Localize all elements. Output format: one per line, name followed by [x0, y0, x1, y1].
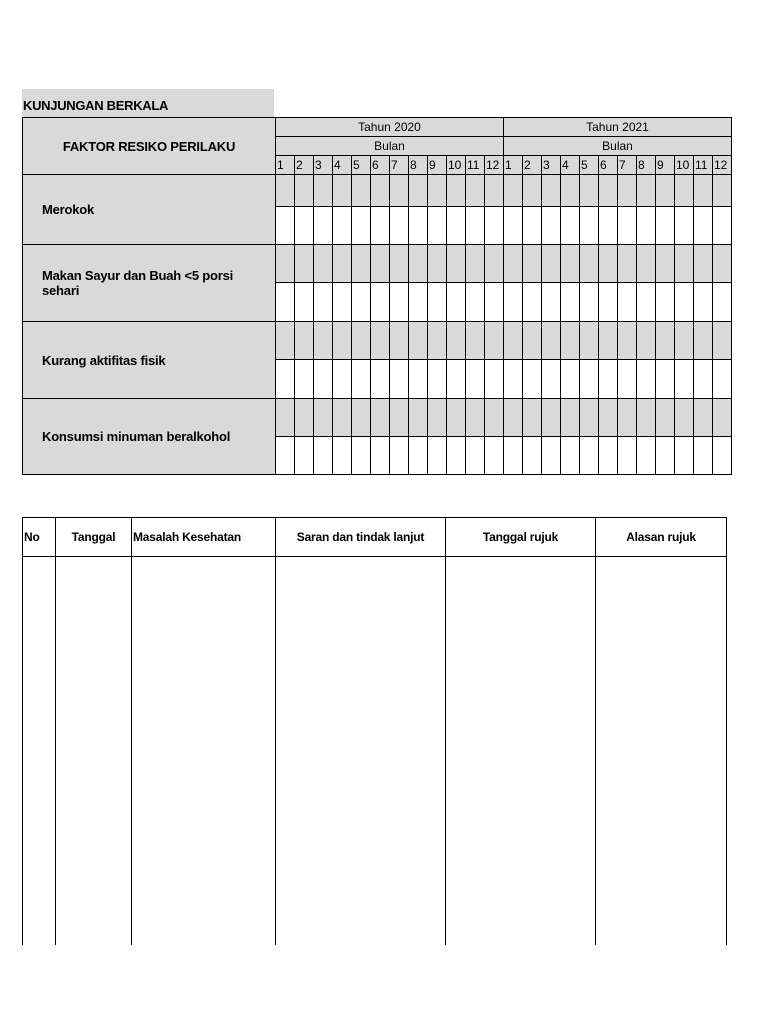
month-cell[interactable] — [637, 207, 656, 245]
month-cell[interactable] — [466, 283, 485, 322]
month-cell[interactable] — [276, 283, 295, 322]
month-cell[interactable] — [428, 360, 447, 399]
table-row — [23, 557, 727, 946]
table-cell[interactable] — [276, 557, 446, 946]
month-cell[interactable] — [694, 245, 713, 283]
month-cell[interactable] — [390, 322, 409, 360]
month-label: 11 — [694, 156, 713, 175]
month-label: 6 — [599, 156, 618, 175]
month-label: 7 — [618, 156, 637, 175]
month-cell[interactable] — [580, 175, 599, 207]
month-cell[interactable] — [352, 207, 371, 245]
month-cell[interactable] — [295, 207, 314, 245]
month-cell[interactable] — [599, 437, 618, 475]
month-cell[interactable] — [713, 399, 732, 437]
month-cell[interactable] — [561, 399, 580, 437]
month-cell[interactable] — [580, 437, 599, 475]
month-cell[interactable] — [447, 175, 466, 207]
month-cell[interactable] — [656, 245, 675, 283]
month-cell[interactable] — [409, 283, 428, 322]
month-cell[interactable] — [466, 322, 485, 360]
month-cell[interactable] — [656, 175, 675, 207]
month-cell[interactable] — [561, 283, 580, 322]
month-cell[interactable] — [599, 283, 618, 322]
month-cell[interactable] — [371, 283, 390, 322]
month-cell[interactable] — [352, 245, 371, 283]
month-label: 10 — [447, 156, 466, 175]
month-cell[interactable] — [618, 207, 637, 245]
month-cell[interactable] — [504, 207, 523, 245]
month-cell[interactable] — [580, 360, 599, 399]
month-cell[interactable] — [713, 245, 732, 283]
month-cell[interactable] — [295, 245, 314, 283]
month-cell[interactable] — [390, 245, 409, 283]
month-cell[interactable] — [390, 283, 409, 322]
month-cell[interactable] — [504, 360, 523, 399]
col-tanggal-rujuk: Tanggal rujuk — [446, 518, 596, 557]
month-label: 5 — [352, 156, 371, 175]
month-cell[interactable] — [542, 437, 561, 475]
month-cell[interactable] — [675, 360, 694, 399]
factor-row — [23, 322, 732, 360]
month-cell[interactable] — [295, 360, 314, 399]
month-cell[interactable] — [447, 360, 466, 399]
month-cell[interactable] — [314, 283, 333, 322]
month-cell[interactable] — [580, 283, 599, 322]
month-cell[interactable] — [675, 399, 694, 437]
month-cell[interactable] — [428, 245, 447, 283]
month-cell[interactable] — [542, 322, 561, 360]
month-cell[interactable] — [314, 399, 333, 437]
month-cell[interactable] — [656, 360, 675, 399]
month-cell[interactable] — [675, 175, 694, 207]
table-cell[interactable] — [56, 557, 132, 946]
month-cell[interactable] — [371, 399, 390, 437]
month-cell[interactable] — [295, 399, 314, 437]
month-label: 11 — [466, 156, 485, 175]
month-cell[interactable] — [390, 360, 409, 399]
month-label: 9 — [656, 156, 675, 175]
month-cell[interactable] — [276, 399, 295, 437]
month-label: 5 — [580, 156, 599, 175]
month-cell[interactable] — [352, 399, 371, 437]
month-cell[interactable] — [485, 322, 504, 360]
month-cell[interactable] — [333, 360, 352, 399]
month-cell[interactable] — [466, 207, 485, 245]
month-cell[interactable] — [466, 437, 485, 475]
month-cell[interactable] — [618, 175, 637, 207]
month-label: 12 — [713, 156, 732, 175]
month-label: 12 — [485, 156, 504, 175]
month-cell[interactable] — [580, 399, 599, 437]
month-cell[interactable] — [295, 437, 314, 475]
month-cell[interactable] — [656, 399, 675, 437]
month-cell[interactable] — [276, 175, 295, 207]
month-label: 3 — [542, 156, 561, 175]
month-group-header-2020: Bulan — [276, 137, 504, 156]
month-cell[interactable] — [466, 175, 485, 207]
month-label: 10 — [675, 156, 694, 175]
month-cell[interactable] — [580, 245, 599, 283]
month-cell[interactable] — [637, 360, 656, 399]
month-cell[interactable] — [409, 175, 428, 207]
month-cell[interactable] — [542, 245, 561, 283]
month-cell[interactable] — [504, 437, 523, 475]
month-cell[interactable] — [314, 207, 333, 245]
month-label: 3 — [314, 156, 333, 175]
month-label: 1 — [504, 156, 523, 175]
month-cell[interactable] — [447, 322, 466, 360]
month-cell[interactable] — [580, 207, 599, 245]
month-cell[interactable] — [561, 207, 580, 245]
month-cell[interactable] — [599, 175, 618, 207]
month-cell[interactable] — [694, 360, 713, 399]
month-cell[interactable] — [409, 399, 428, 437]
month-cell[interactable] — [656, 283, 675, 322]
month-cell[interactable] — [314, 437, 333, 475]
month-cell[interactable] — [276, 207, 295, 245]
month-cell[interactable] — [523, 437, 542, 475]
factor-column-header: FAKTOR RESIKO PERILAKU — [23, 118, 276, 175]
month-label: 9 — [428, 156, 447, 175]
month-cell[interactable] — [485, 360, 504, 399]
month-label: 8 — [637, 156, 656, 175]
month-cell[interactable] — [409, 207, 428, 245]
month-cell[interactable] — [504, 283, 523, 322]
month-cell[interactable] — [637, 245, 656, 283]
month-cell[interactable] — [352, 175, 371, 207]
month-cell[interactable] — [428, 175, 447, 207]
month-cell[interactable] — [352, 322, 371, 360]
factor-label: Makan Sayur dan Buah <5 porsi sehari — [23, 245, 276, 322]
month-cell[interactable] — [485, 283, 504, 322]
month-cell[interactable] — [618, 245, 637, 283]
month-cell[interactable] — [694, 437, 713, 475]
month-cell[interactable] — [694, 283, 713, 322]
month-cell[interactable] — [409, 437, 428, 475]
month-cell[interactable] — [504, 245, 523, 283]
month-cell[interactable] — [656, 322, 675, 360]
month-cell[interactable] — [447, 437, 466, 475]
month-cell[interactable] — [599, 399, 618, 437]
month-cell[interactable] — [333, 399, 352, 437]
month-cell[interactable] — [333, 207, 352, 245]
month-cell[interactable] — [276, 360, 295, 399]
month-cell[interactable] — [523, 283, 542, 322]
month-cell[interactable] — [656, 437, 675, 475]
month-cell[interactable] — [675, 437, 694, 475]
month-cell[interactable] — [561, 245, 580, 283]
month-cell[interactable] — [713, 283, 732, 322]
month-cell[interactable] — [428, 283, 447, 322]
month-cell[interactable] — [599, 207, 618, 245]
month-cell[interactable] — [694, 322, 713, 360]
month-cell[interactable] — [314, 245, 333, 283]
month-cell[interactable] — [542, 207, 561, 245]
month-cell[interactable] — [599, 245, 618, 283]
month-cell[interactable] — [675, 207, 694, 245]
month-cell[interactable] — [561, 360, 580, 399]
col-no: No — [23, 518, 56, 557]
month-label: 1 — [276, 156, 295, 175]
month-cell[interactable] — [542, 399, 561, 437]
month-cell[interactable] — [637, 283, 656, 322]
month-cell[interactable] — [466, 245, 485, 283]
month-cell[interactable] — [447, 283, 466, 322]
month-cell[interactable] — [352, 283, 371, 322]
month-cell[interactable] — [276, 437, 295, 475]
month-cell[interactable] — [314, 322, 333, 360]
month-cell[interactable] — [561, 437, 580, 475]
month-cell[interactable] — [333, 322, 352, 360]
month-label: 7 — [390, 156, 409, 175]
month-cell[interactable] — [523, 175, 542, 207]
month-label: 6 — [371, 156, 390, 175]
col-masalah-kesehatan: Masalah Kesehatan — [132, 518, 276, 557]
month-cell[interactable] — [504, 322, 523, 360]
month-cell[interactable] — [485, 399, 504, 437]
month-cell[interactable] — [523, 322, 542, 360]
month-cell[interactable] — [428, 437, 447, 475]
month-cell[interactable] — [561, 175, 580, 207]
month-cell[interactable] — [371, 245, 390, 283]
month-cell[interactable] — [675, 283, 694, 322]
col-tanggal: Tanggal — [56, 518, 132, 557]
month-cell[interactable] — [675, 245, 694, 283]
month-cell[interactable] — [713, 360, 732, 399]
month-cell[interactable] — [542, 283, 561, 322]
month-cell[interactable] — [371, 175, 390, 207]
month-cell[interactable] — [333, 245, 352, 283]
month-cell[interactable] — [276, 322, 295, 360]
month-cell[interactable] — [675, 322, 694, 360]
month-cell[interactable] — [523, 245, 542, 283]
year-2020-header: Tahun 2020 — [276, 118, 504, 137]
month-group-header-2021: Bulan — [504, 137, 732, 156]
month-cell[interactable] — [504, 175, 523, 207]
month-cell[interactable] — [466, 399, 485, 437]
month-label: 4 — [333, 156, 352, 175]
month-label: 8 — [409, 156, 428, 175]
col-alasan-rujuk: Alasan rujuk — [596, 518, 727, 557]
month-cell[interactable] — [276, 245, 295, 283]
month-cell[interactable] — [371, 322, 390, 360]
month-cell[interactable] — [713, 175, 732, 207]
month-cell[interactable] — [466, 360, 485, 399]
month-cell[interactable] — [523, 207, 542, 245]
month-cell[interactable] — [428, 322, 447, 360]
month-cell[interactable] — [390, 207, 409, 245]
month-cell[interactable] — [618, 437, 637, 475]
month-cell[interactable] — [447, 245, 466, 283]
month-cell[interactable] — [371, 360, 390, 399]
month-cell[interactable] — [656, 207, 675, 245]
month-cell[interactable] — [618, 283, 637, 322]
month-cell[interactable] — [409, 245, 428, 283]
month-cell[interactable] — [333, 175, 352, 207]
month-cell[interactable] — [618, 360, 637, 399]
table-cell[interactable] — [446, 557, 596, 946]
month-cell[interactable] — [694, 175, 713, 207]
month-label: 2 — [523, 156, 542, 175]
month-cell[interactable] — [637, 399, 656, 437]
month-cell[interactable] — [390, 399, 409, 437]
month-cell[interactable] — [504, 399, 523, 437]
month-cell[interactable] — [637, 175, 656, 207]
month-cell[interactable] — [618, 322, 637, 360]
month-cell[interactable] — [485, 245, 504, 283]
month-cell[interactable] — [295, 175, 314, 207]
month-cell[interactable] — [485, 175, 504, 207]
month-cell[interactable] — [618, 399, 637, 437]
factor-label: Kurang aktifitas fisik — [23, 322, 276, 399]
month-cell[interactable] — [580, 322, 599, 360]
section-title: KUNJUNGAN BERKALA — [22, 89, 274, 118]
month-label: 4 — [561, 156, 580, 175]
factor-row — [23, 175, 732, 207]
month-cell[interactable] — [713, 207, 732, 245]
month-cell[interactable] — [333, 283, 352, 322]
month-cell[interactable] — [390, 437, 409, 475]
month-cell[interactable] — [428, 399, 447, 437]
month-cell[interactable] — [542, 360, 561, 399]
month-cell[interactable] — [314, 360, 333, 399]
month-cell[interactable] — [637, 437, 656, 475]
risk-factor-table — [22, 117, 732, 475]
month-cell[interactable] — [713, 437, 732, 475]
month-cell[interactable] — [485, 437, 504, 475]
table-cell[interactable] — [596, 557, 727, 946]
factor-row — [23, 399, 732, 437]
table-cell[interactable] — [132, 557, 276, 946]
month-cell[interactable] — [447, 399, 466, 437]
month-cell[interactable] — [295, 283, 314, 322]
col-saran-tindak-lanjut: Saran dan tindak lanjut — [276, 518, 446, 557]
month-cell[interactable] — [523, 399, 542, 437]
month-cell[interactable] — [409, 322, 428, 360]
month-cell[interactable] — [447, 207, 466, 245]
month-cell[interactable] — [352, 437, 371, 475]
month-cell[interactable] — [637, 322, 656, 360]
month-cell[interactable] — [295, 322, 314, 360]
month-cell[interactable] — [561, 322, 580, 360]
month-cell[interactable] — [428, 207, 447, 245]
factor-label: Merokok — [23, 175, 276, 245]
month-cell[interactable] — [485, 207, 504, 245]
month-cell[interactable] — [523, 360, 542, 399]
month-cell[interactable] — [390, 175, 409, 207]
month-cell[interactable] — [409, 360, 428, 399]
visit-log-table — [22, 517, 727, 945]
month-cell[interactable] — [333, 437, 352, 475]
month-cell[interactable] — [599, 360, 618, 399]
month-cell[interactable] — [371, 207, 390, 245]
month-cell[interactable] — [371, 437, 390, 475]
month-cell[interactable] — [713, 322, 732, 360]
month-cell[interactable] — [352, 360, 371, 399]
factor-row — [23, 245, 732, 283]
month-cell[interactable] — [314, 175, 333, 207]
month-cell[interactable] — [694, 399, 713, 437]
month-cell[interactable] — [694, 207, 713, 245]
table-cell[interactable] — [23, 557, 56, 946]
month-cell[interactable] — [599, 322, 618, 360]
year-2021-header: Tahun 2021 — [504, 118, 732, 137]
month-cell[interactable] — [542, 175, 561, 207]
month-label: 2 — [295, 156, 314, 175]
factor-label: Konsumsi minuman beralkohol — [23, 399, 276, 475]
